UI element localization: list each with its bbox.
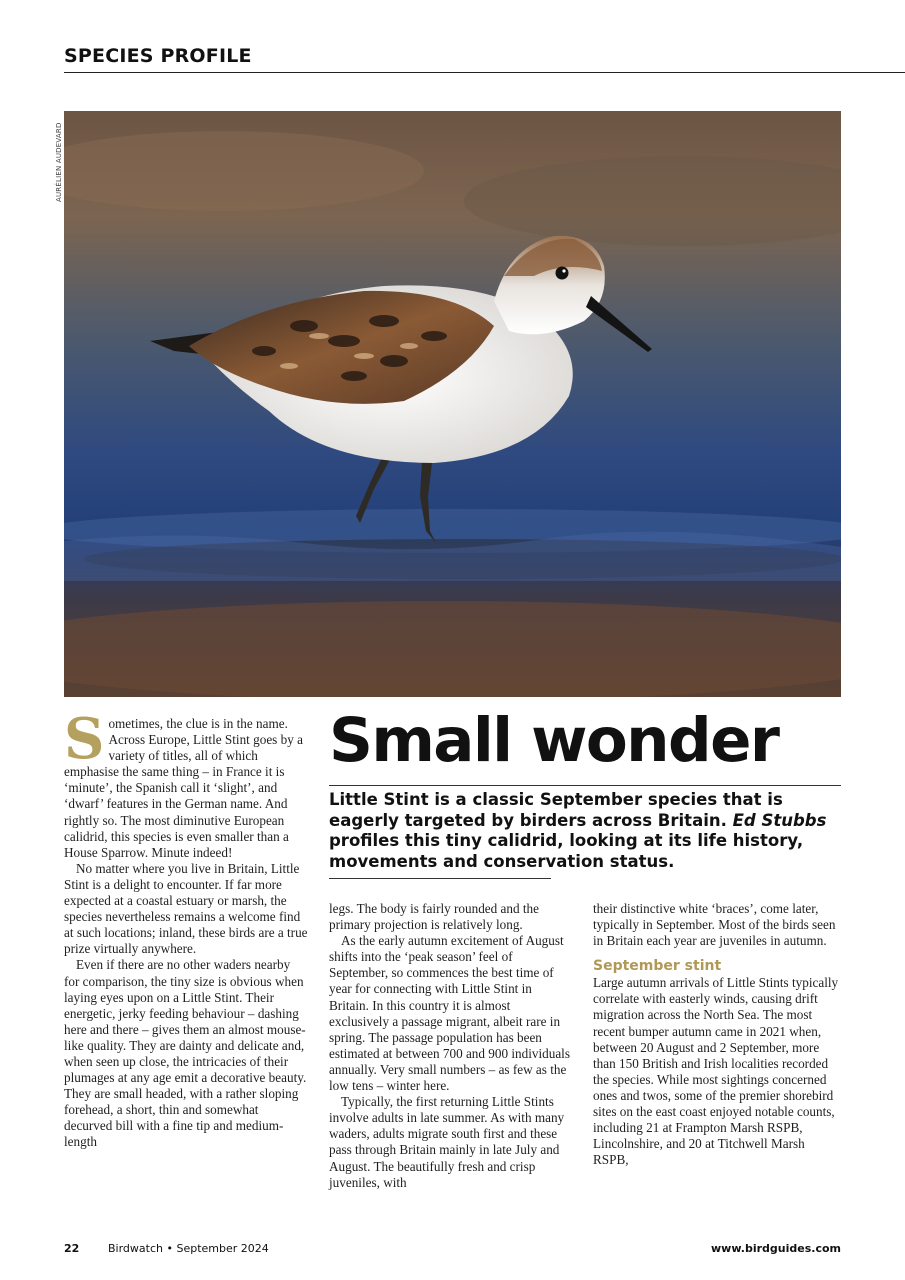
hero-photo xyxy=(64,111,841,697)
paragraph-3: Even if there are no other waders nearby for comparison, the tiny size is obvious when laying eyes upon on a Little Stint. Their energetic, jerky feeding behaviour – dashing here and there – gives them an almost mouse-like quality. They are dainty and delicate and, when seen up close, the intricacies of their plumages at any age emit a decorative beauty. They are small headed, with a rather sloping forehead, a short, thin and somewhat decurved bill with a fine tip and medium-length xyxy=(64,957,307,1150)
website-link[interactable]: www.birdguides.com xyxy=(711,1242,841,1255)
photo-credit: AURÉLIEN AUDEVARD xyxy=(55,122,63,202)
magazine-issue: Birdwatch • September 2024 xyxy=(108,1242,269,1255)
standfirst xyxy=(329,790,849,872)
section-title: SPECIES PROFILE xyxy=(64,45,252,67)
paragraph-7: their distinctive white ‘braces’, come later, typically in September. Most of the birds seen in Britain each year are juveniles in autumn. xyxy=(593,901,836,949)
body-column-2 xyxy=(329,901,573,1191)
body-column-1 xyxy=(64,706,308,1151)
standfirst-text-2: profiles this tiny calidrid, looking at its life history, movements and conservation status. xyxy=(329,831,804,871)
paragraph-4: legs. The body is fairly rounded and the primary projection is relatively long. xyxy=(329,901,539,933)
paragraph-6: Typically, the first returning Little Stints involve adults in late summer. As with many waders, adults migrate south first and these pass through Britain mainly in late July and August. The beautifully fresh and crisp juveniles, with xyxy=(329,1094,565,1190)
paragraph-8: Large autumn arrivals of Little Stints typically correlate with easterly winds, causing drift migration across the North Sea. The most recent bumper autumn came in 2021 when, between 20 August and 2 September, more than 150 British and Irish localities recorded the species. While most sightings concerned ones and twos, some of the premier shorebird sites on the east coast enjoyed notable counts, including 21 at Frampton Marsh RSPB, Lincolnshire, and 20 at Titchwell Marsh RSPB, xyxy=(593,975,839,1168)
paragraph-2: No matter where you live in Britain, Little Stint is a delight to encounter. If far more expected at a coastal estuary or marsh, the species nevertheless remains a welcome find at such locations; inland, these birds are a true prize virtually anywhere. xyxy=(64,860,308,957)
drop-cap: S xyxy=(64,706,105,772)
paragraph-5: As the early autumn excitement of August shifts into the ‘peak season’ feel of September, so commences the best time of year for connecting with Little Stint in Britain. In this country it is almost exclusively a passage migrant, albeit rare in spring. The passage population has been estimated at between 700 and 900 individuals annually. Very small numbers – as few as the low tens – winter here. xyxy=(329,933,570,1094)
standfirst-text: Little Stint is a classic September species that is eagerly targeted by birders across Britain. xyxy=(329,790,783,830)
paragraph-1: ometimes, the clue is in the name. Across Europe, Little Stint goes by a variety of titles, all of which emphasise the same thing – in France it is ‘minute’, the Spanish call it ‘slight’, and ‘dwarf’ features in the German name. And rightly so. The most diminutive European calidrid, this species is even smaller than a House Sparrow. Minute indeed! xyxy=(64,716,303,860)
headline-divider xyxy=(329,785,841,786)
standfirst-divider xyxy=(329,878,551,879)
author-byline: Ed Stubbs xyxy=(732,810,827,830)
article-headline: Small wonder xyxy=(329,705,779,776)
page-number: 22 xyxy=(64,1242,80,1255)
bird-illustration xyxy=(64,111,841,697)
body-column-3 xyxy=(593,901,841,1168)
subheading: September stint xyxy=(593,958,722,975)
header-divider xyxy=(64,72,905,73)
